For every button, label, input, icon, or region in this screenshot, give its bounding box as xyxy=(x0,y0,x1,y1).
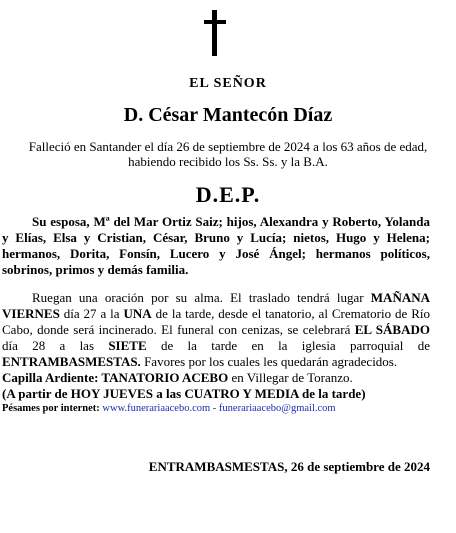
visiting-hours: (A partir de HOY JUEVES a las CUATRO Y MEDIA de la tarde) xyxy=(2,386,366,401)
ceremony-block xyxy=(2,290,430,416)
dep-heading: D.E.P. xyxy=(195,182,261,207)
title-line: EL SEÑOR xyxy=(189,76,267,91)
family-paragraph: Su esposa, Mª del Mar Ortiz Saiz; hijos, Alexandra y Roberto, Yolanda y Elías, Elsa y Cristian, César, Bruno y Lucía; nietos, Hugo y Helena; hermanos, Dorita, Fonsín, Lucero y José Ángel; hermanos políticos, sobrinos, primos y demás familia. xyxy=(2,214,430,277)
internet-line: Pésames por internet: www.funerariaacebo.com - funerariaacebo@gmail.com xyxy=(2,403,336,414)
death-notice-line1: Falleció en Santander el día 26 de septiembre de 2024 a los 63 años de edad, xyxy=(28,139,428,154)
death-notice-line2: habiendo recibido los Ss. Ss. y la B.A. xyxy=(128,154,328,169)
chapel-line: Capilla Ardiente: TANATORIO ACEBO en Villegar de Toranzo. xyxy=(2,370,353,385)
cross-icon xyxy=(200,10,230,56)
ceremony-paragraph: Ruegan una oración por su alma. El traslado tendrá lugar MAÑANA VIERNES día 27 a la UNA de la tarde, desde el tanatorio, al Crematorio de Río Cabo, donde será incinerado. El funeral con cenizas, se celebrará EL SÁBADO día 28 a las SIETE de la tarde en la iglesia parroquial de ENTRAMBASMESTAS. Favores por los cuales les quedarán agradecidos. xyxy=(2,290,430,369)
website-link[interactable]: www.funerariaacebo.com xyxy=(99,403,211,414)
signature-line: ENTRAMBASMESTAS, 26 de septiembre de 2024 xyxy=(148,459,430,474)
deceased-name: D. César Mantecón Díaz xyxy=(123,104,333,126)
death-notice xyxy=(0,139,456,169)
email-link[interactable]: funerariaacebo@gmail.com xyxy=(218,403,336,414)
